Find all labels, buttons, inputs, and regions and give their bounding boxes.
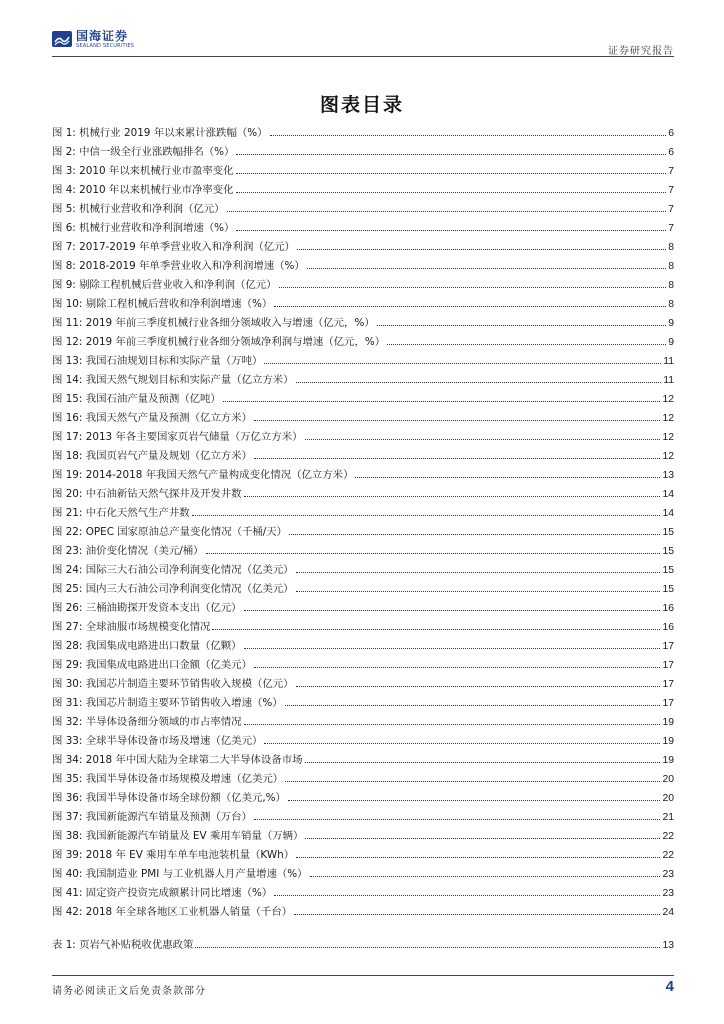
toc-dot-leader bbox=[227, 210, 667, 212]
toc-dot-leader bbox=[305, 438, 661, 440]
toc-entry-page: 12 bbox=[662, 394, 674, 405]
toc-figure-entry[interactable] bbox=[52, 709, 674, 728]
toc-entry-page: 12 bbox=[662, 413, 674, 424]
toc-entry-page: 9 bbox=[668, 337, 674, 348]
toc-entry-page: 8 bbox=[668, 299, 674, 310]
toc-figure-entry[interactable] bbox=[52, 253, 674, 272]
toc-dot-leader bbox=[254, 818, 660, 820]
toc-entry-page: 23 bbox=[662, 869, 674, 880]
toc-dot-leader bbox=[236, 172, 667, 174]
toc-entry-page: 15 bbox=[662, 584, 674, 595]
page-number: 4 bbox=[665, 978, 674, 995]
toc-entry-label: 图 37: 我国新能源汽车销量及预测（万台） bbox=[52, 811, 252, 823]
toc-entry-label: 图 4: 2010 年以来机械行业市净率变化 bbox=[52, 184, 234, 196]
toc-figure-entry[interactable] bbox=[52, 614, 674, 633]
footer-disclaimer: 请务必阅读正文后免责条款部分 bbox=[52, 986, 206, 997]
toc-figure-entry[interactable] bbox=[52, 462, 674, 481]
toc-entry-page: 20 bbox=[662, 774, 674, 785]
logo-chinese-name: 国海证券 bbox=[76, 28, 129, 43]
toc-entry-page: 6 bbox=[668, 147, 674, 158]
toc-entry-label: 图 5: 机械行业营收和净利润（亿元） bbox=[52, 203, 225, 215]
toc-dot-leader bbox=[288, 799, 661, 801]
toc-figure-entry[interactable] bbox=[52, 671, 674, 690]
toc-entry-page: 7 bbox=[668, 185, 674, 196]
toc-entry-page: 17 bbox=[662, 660, 674, 671]
toc-entry-page: 13 bbox=[662, 470, 674, 481]
toc-figure-entry[interactable] bbox=[52, 728, 674, 747]
toc-dot-leader bbox=[270, 134, 667, 136]
toc-dot-leader bbox=[244, 647, 661, 649]
toc-figure-entry[interactable] bbox=[52, 576, 674, 595]
page-header bbox=[52, 26, 674, 56]
toc-dot-leader bbox=[296, 381, 662, 383]
toc-dot-leader bbox=[236, 229, 666, 231]
toc-entry-label: 图 15: 我国石油产量及预测（亿吨） bbox=[52, 393, 221, 405]
toc-entry-page: 14 bbox=[662, 508, 674, 519]
toc-dot-leader bbox=[264, 362, 661, 364]
toc-entry-page: 7 bbox=[668, 223, 674, 234]
toc-entry-page: 19 bbox=[662, 736, 674, 747]
sealand-logo-icon bbox=[52, 29, 72, 49]
toc-figure-entry[interactable] bbox=[52, 538, 674, 557]
toc-dot-leader bbox=[206, 552, 661, 554]
toc-figure-entry[interactable] bbox=[52, 139, 674, 158]
header-divider bbox=[52, 56, 674, 57]
toc-figure-entry[interactable] bbox=[52, 652, 674, 671]
toc-figure-entry[interactable] bbox=[52, 766, 674, 785]
toc-entry-page: 11 bbox=[663, 375, 674, 386]
toc-entry-page: 6 bbox=[668, 128, 674, 139]
toc-entry-label: 图 26: 三桶油勘探开发资本支出（亿元） bbox=[52, 602, 242, 614]
toc-figure-entry[interactable] bbox=[52, 310, 674, 329]
toc-figure-entry[interactable] bbox=[52, 880, 674, 899]
toc-figure-entry[interactable] bbox=[52, 291, 674, 310]
toc-dot-leader bbox=[387, 343, 666, 345]
toc-entry-label: 图 38: 我国新能源汽车销量及 EV 乘用车销量（万辆） bbox=[52, 830, 304, 842]
toc-dot-leader bbox=[305, 837, 660, 839]
toc-entry-page: 21 bbox=[662, 812, 674, 823]
toc-figure-entry[interactable] bbox=[52, 633, 674, 652]
toc-figure-entry[interactable] bbox=[52, 196, 674, 215]
toc-dot-leader bbox=[355, 476, 660, 478]
logo-english-name: SEALAND SECURITIES bbox=[76, 42, 135, 49]
toc-dot-leader bbox=[254, 419, 660, 421]
toc-dot-leader bbox=[212, 628, 660, 630]
toc-entry-label: 图 35: 我国半导体设备市场规模及增速（亿美元） bbox=[52, 773, 284, 785]
toc-entry-label: 图 13: 我国石油规划目标和实际产量（万吨） bbox=[52, 355, 263, 367]
toc-entry-page: 8 bbox=[668, 261, 674, 272]
toc-entry-page: 16 bbox=[662, 622, 674, 633]
toc-figure-entry[interactable] bbox=[52, 329, 674, 348]
toc-dot-leader bbox=[223, 400, 661, 402]
toc-figure-entry[interactable] bbox=[52, 367, 674, 386]
toc-dot-leader bbox=[296, 590, 661, 592]
toc-figure-entry[interactable] bbox=[52, 405, 674, 424]
toc-figure-entry[interactable] bbox=[52, 481, 674, 500]
toc-entry-page: 8 bbox=[668, 242, 674, 253]
toc-dot-leader bbox=[274, 894, 660, 896]
toc-entry-page: 19 bbox=[662, 717, 674, 728]
toc-entry-page: 12 bbox=[662, 432, 674, 443]
toc-entry-label: 图 6: 机械行业营收和净利润增速（%） bbox=[52, 222, 235, 234]
toc-entry-label: 图 36: 我国半导体设备市场全球份额（亿美元,%） bbox=[52, 792, 286, 804]
toc-entry-label: 图 10: 剔除工程机械后营收和净利润增速（%） bbox=[52, 298, 273, 310]
toc-figure-entry[interactable] bbox=[52, 747, 674, 766]
toc-entry-label: 图 21: 中石化天然气生产井数 bbox=[52, 507, 190, 519]
toc-entry-label: 图 39: 2018 年 EV 乘用车单车电池装机量（KWh） bbox=[52, 849, 295, 861]
toc-dot-leader bbox=[264, 742, 660, 744]
toc-dot-leader bbox=[296, 856, 660, 858]
page-title: 图表目录 bbox=[319, 94, 404, 116]
toc-entry-label: 图 31: 我国芯片制造主要环节销售收入增速（%） bbox=[52, 697, 283, 709]
toc-dot-leader bbox=[195, 946, 660, 948]
toc-entry-page: 15 bbox=[662, 527, 674, 538]
report-type-label: 证券研究报告 bbox=[608, 46, 674, 57]
toc-entry-label: 图 11: 2019 年前三季度机械行业各细分领域收入与增速（亿元，%） bbox=[52, 317, 375, 329]
toc-entry-label: 图 1: 机械行业 2019 年以来累计涨跌幅（%） bbox=[52, 127, 268, 139]
toc-dot-leader bbox=[310, 875, 661, 877]
toc-dot-leader bbox=[305, 761, 661, 763]
toc-figure-entry[interactable] bbox=[52, 158, 674, 177]
toc-entry-label: 表 1: 页岩气补贴税收优惠政策 bbox=[52, 939, 194, 951]
toc-entry-label: 图 30: 我国芯片制造主要环节销售收入规模（亿元） bbox=[52, 678, 294, 690]
toc-entry-page: 22 bbox=[662, 831, 674, 842]
toc-entry-label: 图 33: 全球半导体设备市场及增速（亿美元） bbox=[52, 735, 263, 747]
table-list bbox=[52, 932, 674, 951]
toc-figure-entry[interactable] bbox=[52, 595, 674, 614]
toc-dot-leader bbox=[285, 704, 661, 706]
company-logo bbox=[52, 26, 134, 52]
toc-entry-page: 22 bbox=[662, 850, 674, 861]
toc-entry-label: 图 24: 国际三大石油公司净利润变化情况（亿美元） bbox=[52, 564, 294, 576]
toc-dot-leader bbox=[297, 248, 666, 250]
toc-figure-entry[interactable] bbox=[52, 500, 674, 519]
figure-list bbox=[52, 120, 674, 918]
toc-entry-page: 7 bbox=[668, 166, 674, 177]
toc-dot-leader bbox=[307, 267, 666, 269]
toc-figure-entry[interactable] bbox=[52, 177, 674, 196]
toc-entry-label: 图 12: 2019 年前三季度机械行业各细分领域净利润与增速（亿元，%） bbox=[52, 336, 386, 348]
toc-entry-page: 11 bbox=[663, 356, 674, 367]
toc-figure-entry[interactable] bbox=[52, 215, 674, 234]
toc-entry-page: 12 bbox=[662, 451, 674, 462]
toc-entry-page: 17 bbox=[662, 679, 674, 690]
toc-dot-leader bbox=[377, 324, 667, 326]
toc-entry-page: 9 bbox=[668, 318, 674, 329]
toc-dot-leader bbox=[244, 723, 661, 725]
toc-dot-leader bbox=[296, 685, 661, 687]
toc-entry-label: 图 29: 我国集成电路进出口金额（亿美元） bbox=[52, 659, 252, 671]
toc-entry-page: 17 bbox=[662, 641, 674, 652]
toc-figure-entry[interactable] bbox=[52, 272, 674, 291]
toc-dot-leader bbox=[236, 191, 667, 193]
toc-entry-page: 15 bbox=[662, 546, 674, 557]
toc-entry-label: 图 20: 中石油新钻天然气探井及开发井数 bbox=[52, 488, 242, 500]
toc-entry-label: 图 27: 全球油服市场规模变化情况 bbox=[52, 621, 211, 633]
toc-entry-page: 23 bbox=[662, 888, 674, 899]
toc-entry-label: 图 22: OPEC 国家原油总产量变化情况（千桶/天） bbox=[52, 526, 288, 538]
toc-figure-entry[interactable] bbox=[52, 785, 674, 804]
toc-table-entry[interactable] bbox=[52, 932, 674, 951]
toc-entry-page: 7 bbox=[668, 204, 674, 215]
toc-dot-leader bbox=[192, 514, 661, 516]
toc-entry-label: 图 32: 半导体设备细分领域的市占率情况 bbox=[52, 716, 242, 728]
toc-figure-entry[interactable] bbox=[52, 234, 674, 253]
toc-dot-leader bbox=[274, 305, 666, 307]
toc-entry-page: 14 bbox=[662, 489, 674, 500]
toc-dot-leader bbox=[254, 457, 660, 459]
toc-entry-page: 8 bbox=[668, 280, 674, 291]
toc-entry-label: 图 16: 我国天然气产量及预测（亿立方米） bbox=[52, 412, 252, 424]
toc-dot-leader bbox=[254, 666, 660, 668]
toc-entry-label: 图 41: 固定资产投资完成额累计同比增速（%） bbox=[52, 887, 273, 899]
toc-entry-page: 19 bbox=[662, 755, 674, 766]
toc-figure-entry[interactable] bbox=[52, 690, 674, 709]
toc-entry-page: 13 bbox=[662, 940, 674, 951]
toc-entry-page: 16 bbox=[662, 603, 674, 614]
toc-dot-leader bbox=[296, 571, 661, 573]
toc-entry-page: 17 bbox=[662, 698, 674, 709]
toc-dot-leader bbox=[289, 533, 660, 535]
toc-figure-entry[interactable] bbox=[52, 557, 674, 576]
toc-dot-leader bbox=[279, 286, 667, 288]
toc-figure-entry[interactable] bbox=[52, 861, 674, 880]
toc-dot-leader bbox=[294, 913, 660, 915]
toc-entry-label: 图 18: 我国页岩气产量及规划（亿立方米） bbox=[52, 450, 252, 462]
toc-figure-entry[interactable] bbox=[52, 899, 674, 918]
toc-figure-entry[interactable] bbox=[52, 443, 674, 462]
toc-entry-label: 图 9: 剔除工程机械后营业收入和净利润（亿元） bbox=[52, 279, 277, 291]
toc-entry-label: 图 14: 我国天然气规划目标和实际产量（亿立方米） bbox=[52, 374, 294, 386]
toc-entry-label: 图 34: 2018 年中国大陆为全球第二大半导体设备市场 bbox=[52, 754, 303, 766]
toc-figure-entry[interactable] bbox=[52, 386, 674, 405]
toc-figure-entry[interactable] bbox=[52, 424, 674, 443]
toc-figure-entry[interactable] bbox=[52, 120, 674, 139]
toc-dot-leader bbox=[244, 609, 661, 611]
toc-entry-page: 15 bbox=[662, 565, 674, 576]
footer-divider bbox=[52, 975, 674, 976]
toc-figure-entry[interactable] bbox=[52, 842, 674, 861]
toc-entry-label: 图 42: 2018 年全球各地区工业机器人销量（千台） bbox=[52, 906, 293, 918]
toc-entry-label: 图 28: 我国集成电路进出口数量（亿颗） bbox=[52, 640, 242, 652]
toc-entry-label: 图 3: 2010 年以来机械行业市盈率变化 bbox=[52, 165, 234, 177]
toc-entry-label: 图 40: 我国制造业 PMI 与工业机器人月产量增速（%） bbox=[52, 868, 308, 880]
toc-entry-label: 图 2: 中信一级全行业涨跌幅排名（%） bbox=[52, 146, 235, 158]
toc-dot-leader bbox=[244, 495, 661, 497]
toc-entry-page: 24 bbox=[662, 907, 674, 918]
toc-figure-entry[interactable] bbox=[52, 823, 674, 842]
toc-entry-label: 图 17: 2013 年各主要国家页岩气储量（万亿立方米） bbox=[52, 431, 303, 443]
toc-entry-label: 图 7: 2017-2019 年单季营业收入和净利润（亿元） bbox=[52, 241, 295, 253]
toc-figure-entry[interactable] bbox=[52, 348, 674, 367]
toc-figure-entry[interactable] bbox=[52, 804, 674, 823]
toc-entry-label: 图 8: 2018-2019 年单季营业收入和净利润增速（%） bbox=[52, 260, 305, 272]
toc-entry-label: 图 19: 2014-2018 年我国天然气产量构成变化情况（亿立方米） bbox=[52, 469, 354, 481]
toc-dot-leader bbox=[285, 780, 660, 782]
toc-dot-leader bbox=[236, 153, 666, 155]
toc-entry-label: 图 23: 油价变化情况（美元/桶） bbox=[52, 545, 204, 557]
toc-entry-page: 20 bbox=[662, 793, 674, 804]
toc-figure-entry[interactable] bbox=[52, 519, 674, 538]
toc-entry-label: 图 25: 国内三大石油公司净利润变化情况（亿美元） bbox=[52, 583, 294, 595]
